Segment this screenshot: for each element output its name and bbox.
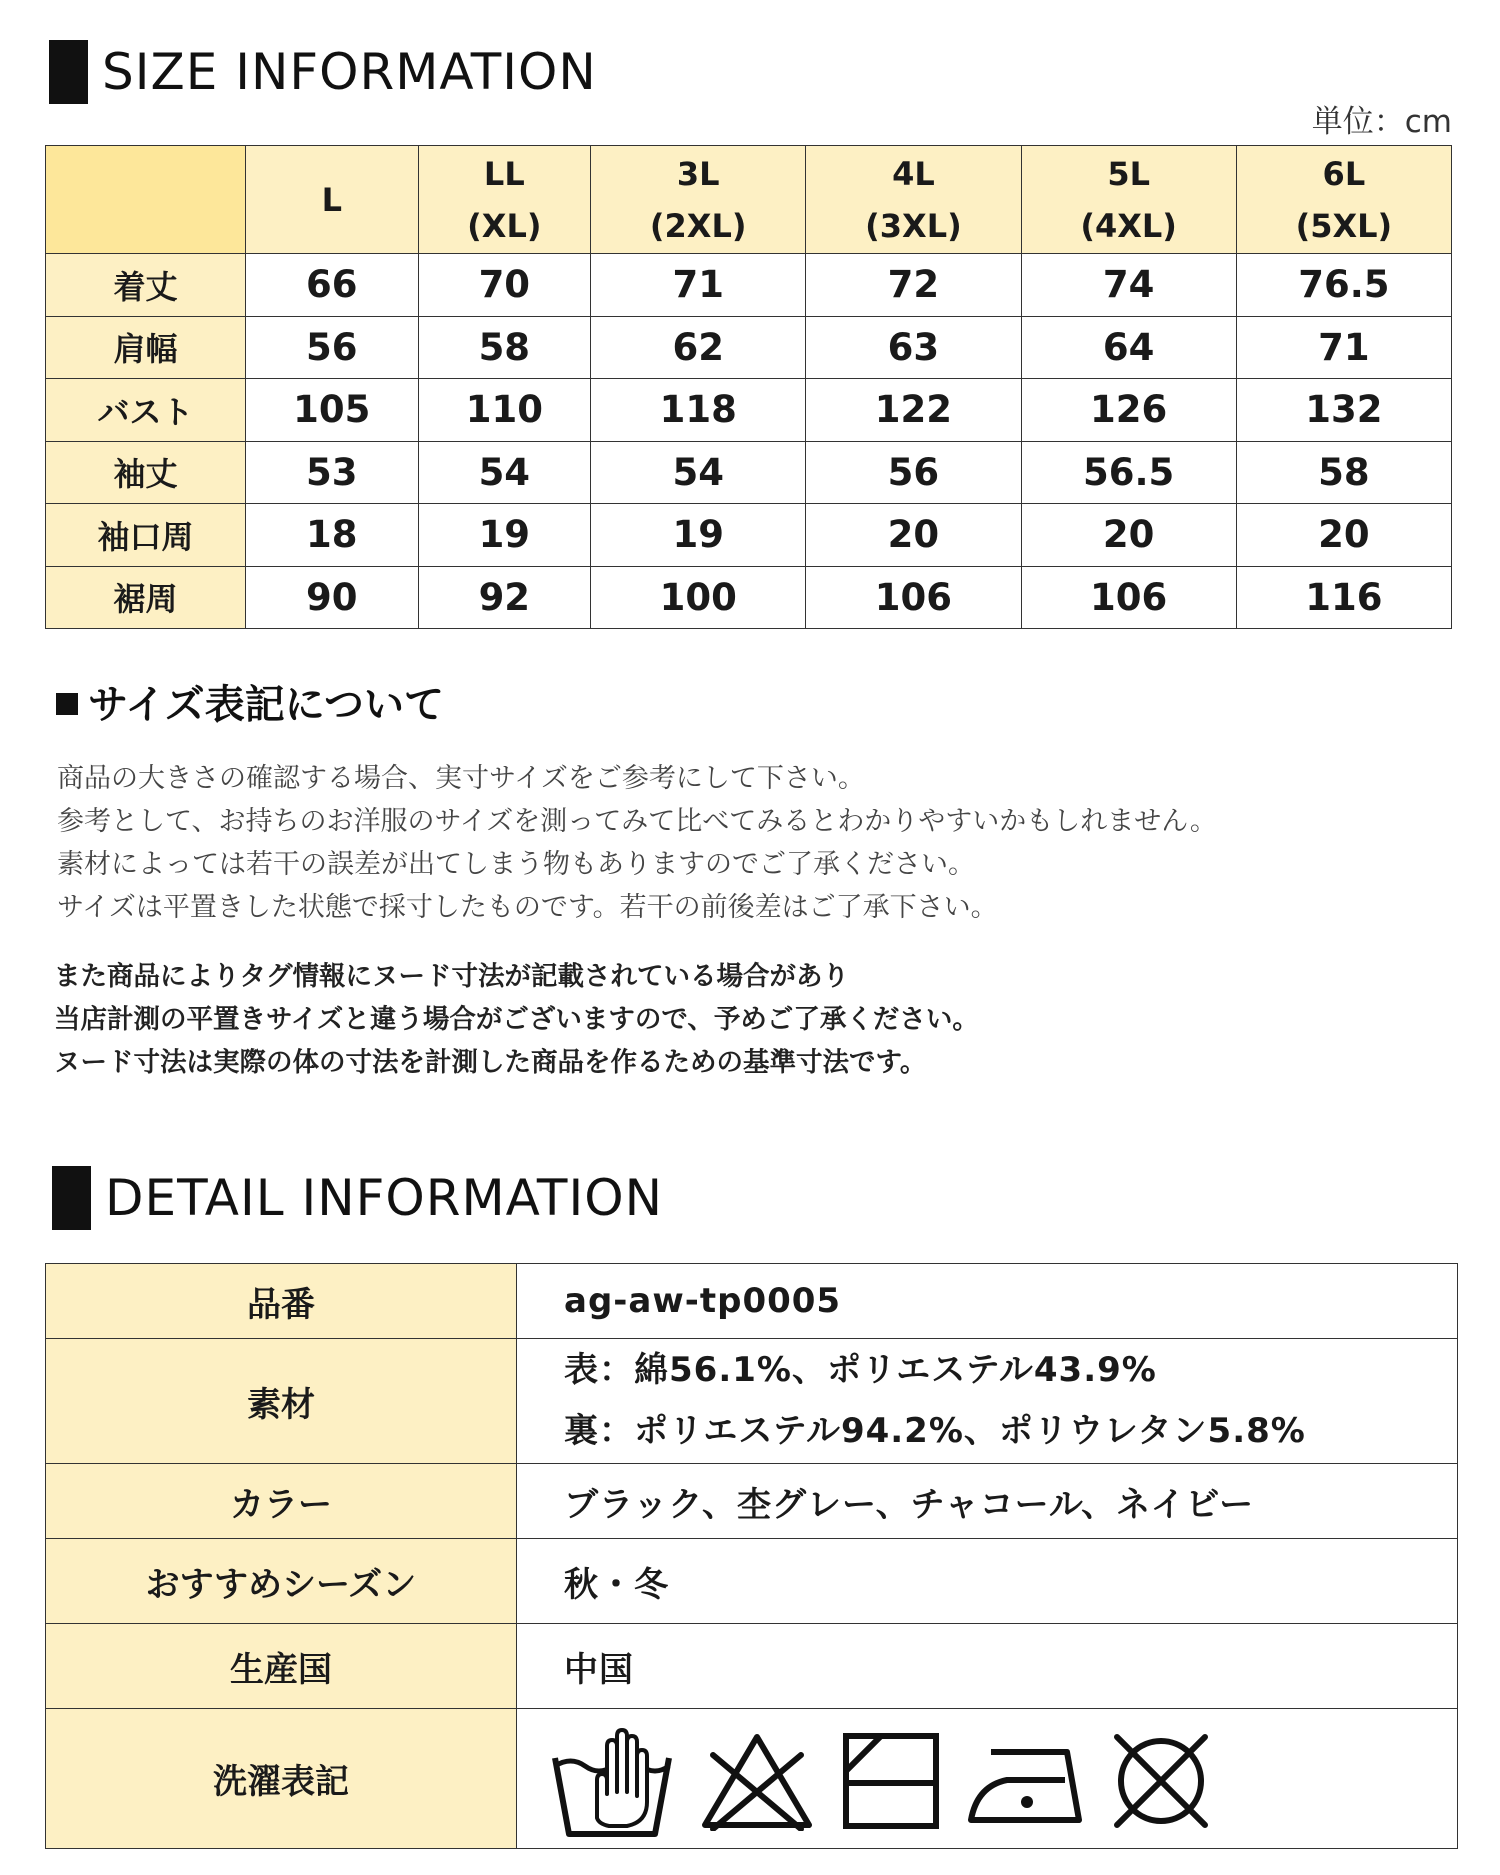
table-cell: 19 [591,504,806,567]
table-row [46,441,1452,504]
detail-row-material [46,1339,1458,1464]
material-outer: 表：綿56.1%、ポリエステル43.9% [564,1350,1157,1390]
row-label: 肩幅 [46,316,246,379]
table-cell: 122 [806,379,1021,442]
table-cell: 106 [806,566,1021,629]
note-line: 参考として、お持ちのお洋服のサイズを測ってみて比べてみるとわかりやすいかもしれません。 [57,806,1217,837]
detail-label: 素材 [46,1339,517,1464]
size-col-header: 3L (2XL) [591,146,806,254]
size-section-header [49,40,597,104]
table-cell: 64 [1021,316,1236,379]
square-bullet-icon [56,693,78,715]
table-cell: 20 [806,504,1021,567]
detail-label: 洗濯表記 [46,1709,517,1849]
table-cell: 58 [1236,441,1451,504]
flat-dry-icon [841,1731,941,1831]
corner-cell [46,146,246,254]
size-col-header: LL (XL) [418,146,591,254]
table-cell: 71 [591,254,806,317]
detail-section-title: DETAIL INFORMATION [105,1169,663,1227]
detail-row-origin [46,1624,1458,1709]
table-cell: 105 [246,379,419,442]
table-cell: 20 [1236,504,1451,567]
size-col-header: 5L (4XL) [1021,146,1236,254]
size-header-row [46,146,1452,254]
table-cell: 66 [246,254,419,317]
note-line: 素材によっては若干の誤差が出てしまう物もありますのでご了承ください。 [57,849,975,880]
detail-section-header [52,1166,663,1230]
detail-row-care [46,1709,1458,1849]
size-col-header: 6L (5XL) [1236,146,1451,254]
table-cell: 56 [246,316,419,379]
table-cell: 20 [1021,504,1236,567]
detail-value: 秋・冬 [517,1539,1458,1624]
table-cell: 53 [246,441,419,504]
table-cell: 63 [806,316,1021,379]
notes-title-text: サイズ表記について [88,682,444,728]
table-cell: 19 [418,504,591,567]
row-label: 袖丈 [46,441,246,504]
note-line: また商品によりタグ情報にヌード寸法が記載されている場合があり [54,961,849,992]
table-cell: 110 [418,379,591,442]
table-cell: 76.5 [1236,254,1451,317]
table-cell: 126 [1021,379,1236,442]
table-cell: 92 [418,566,591,629]
detail-row-item-number [46,1264,1458,1339]
note-line: 当店計測の平置きサイズと違う場合がございますので、予めご了承ください。 [54,1004,979,1035]
table-cell: 132 [1236,379,1451,442]
table-row [46,566,1452,629]
row-label: 着丈 [46,254,246,317]
notes-paragraph-bold [54,955,979,1084]
detail-value [517,1709,1458,1849]
care-icons [551,1718,1457,1840]
low-iron-icon [967,1736,1083,1826]
hand-wash-icon [551,1722,673,1840]
table-cell: 118 [591,379,806,442]
size-col-header: L [246,146,419,254]
size-section-title: SIZE INFORMATION [102,43,597,101]
size-table [45,145,1452,629]
unit-label: 単位：cm [1311,104,1452,140]
table-cell: 70 [418,254,591,317]
detail-table [45,1263,1458,1849]
table-cell: 116 [1236,566,1451,629]
table-cell: 62 [591,316,806,379]
section-marker [52,1166,91,1230]
no-bleach-icon [699,1731,815,1831]
detail-row-season [46,1539,1458,1624]
table-cell: 90 [246,566,419,629]
detail-label: 品番 [46,1264,517,1339]
detail-value: ブラック、杢グレー、チャコール、ネイビー [517,1464,1458,1539]
row-label: バスト [46,379,246,442]
table-cell: 18 [246,504,419,567]
row-label: 裾周 [46,566,246,629]
table-row [46,379,1452,442]
table-cell: 54 [591,441,806,504]
detail-row-color [46,1464,1458,1539]
note-line: 商品の大きさの確認する場合、実寸サイズをご参考にして下さい。 [57,763,865,794]
detail-label: おすすめシーズン [46,1539,517,1624]
note-line: サイズは平置きした状態で採寸したものです。若干の前後差はご了承下さい。 [57,892,998,923]
section-marker [49,40,88,104]
table-row [46,254,1452,317]
table-cell: 56.5 [1021,441,1236,504]
row-label: 袖口周 [46,504,246,567]
table-row [46,316,1452,379]
note-line: ヌード寸法は実際の体の寸法を計測した商品を作るための基準寸法です。 [54,1047,927,1078]
table-cell: 54 [418,441,591,504]
table-cell: 106 [1021,566,1236,629]
material-lining: 裏：ポリエステル94.2%、ポリウレタン5.8% [564,1411,1306,1451]
size-col-header: 4L (3XL) [806,146,1021,254]
no-dry-clean-icon [1109,1729,1213,1833]
notes-title [56,673,444,730]
notes-paragraph [57,757,1217,929]
detail-label: カラー [46,1464,517,1539]
detail-value: 中国 [517,1624,1458,1709]
detail-label: 生産国 [46,1624,517,1709]
table-cell: 72 [806,254,1021,317]
table-cell: 100 [591,566,806,629]
table-cell: 74 [1021,254,1236,317]
table-row [46,504,1452,567]
detail-value [517,1339,1458,1464]
table-cell: 71 [1236,316,1451,379]
table-cell: 56 [806,441,1021,504]
detail-value: ag-aw-tp0005 [517,1264,1458,1339]
table-cell: 58 [418,316,591,379]
